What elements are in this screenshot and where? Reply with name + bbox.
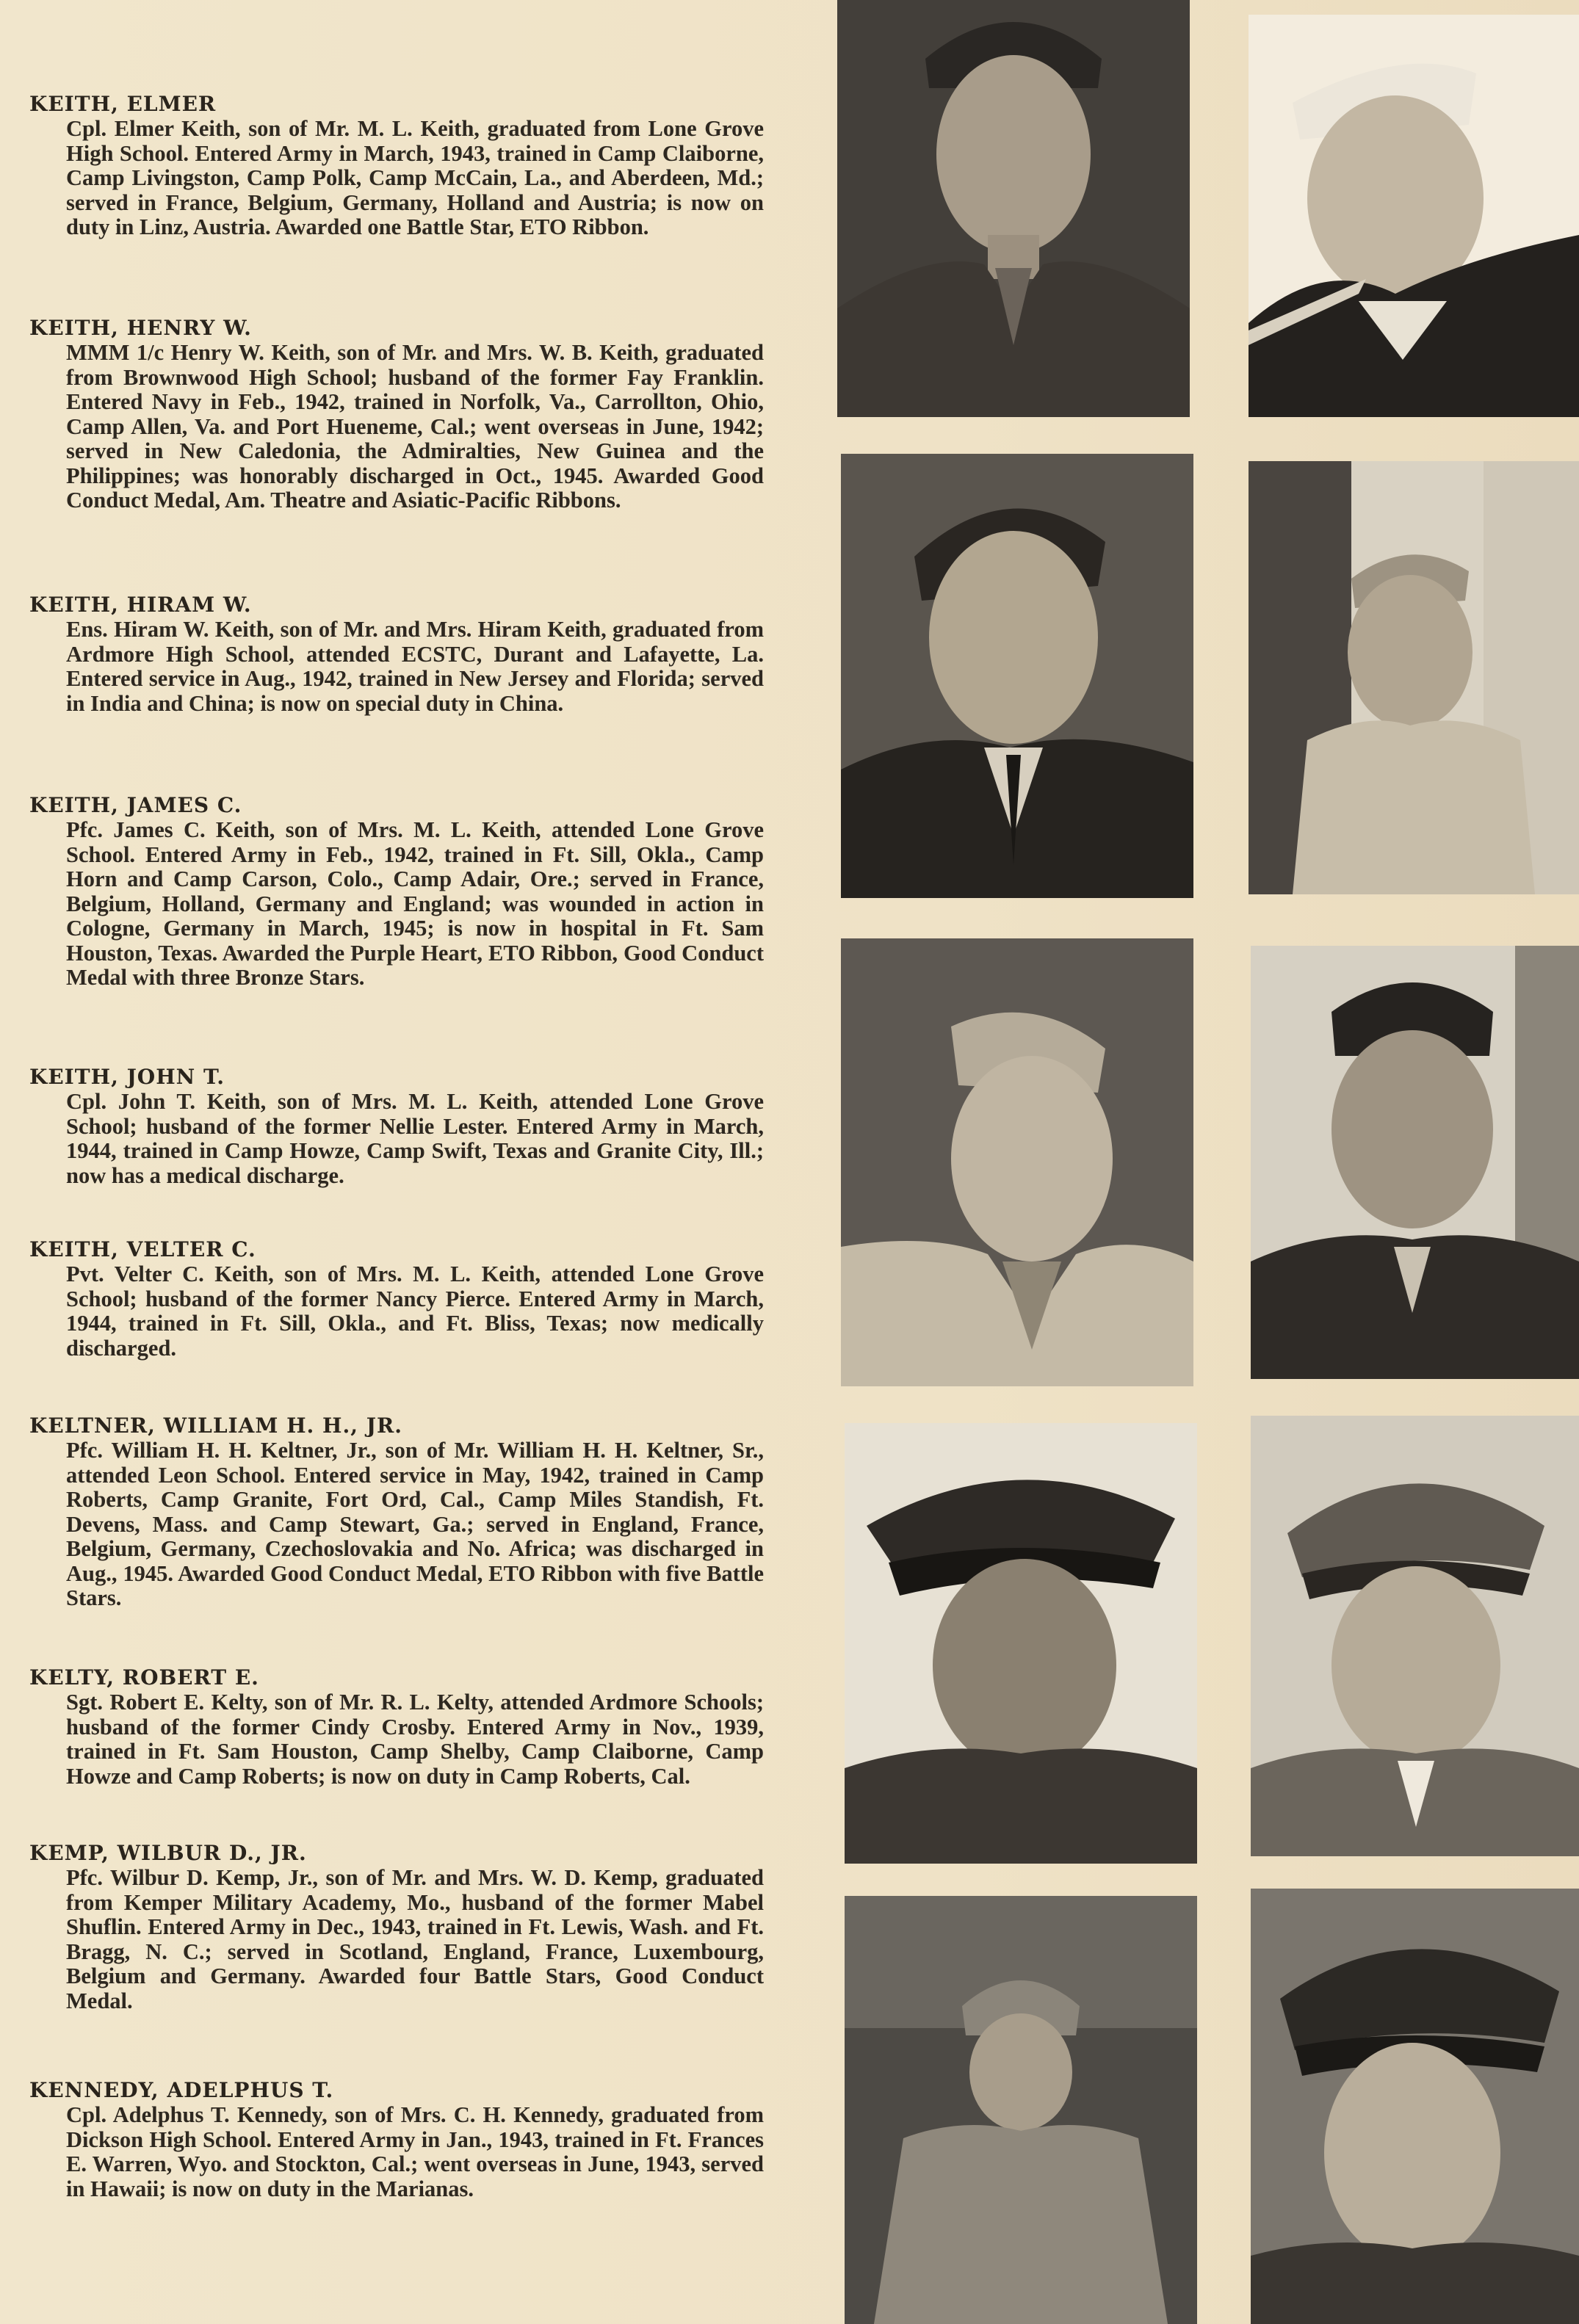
portrait-photo-6 bbox=[1251, 946, 1579, 1379]
entry-body: Pfc. William H. H. Keltner, Jr., son of Mr. William H. H. Keltner, Sr., attended Leon School. Entered service in May, 1942, trained in Camp Roberts, Camp Granite, Fort Ord, Cal., Camp Miles Standish, Ft. Devens, Mass. and Camp Stewart, Ga.; served in England, France, Belgium, Germany, Czechoslovakia and No. Africa; was discharged in Aug., 1945. Awarded Good Conduct Medal, ETO Ribbon with five Battle Stars. bbox=[66, 1438, 764, 1610]
entry-keith-james bbox=[29, 793, 764, 991]
entry-body: Pfc. James C. Keith, son of Mrs. M. L. Keith, attended Lone Grove School. Entered Army in Feb., 1942, trained in Ft. Sill, Okla., Camp Horn and Camp Carson, Colo., Camp Adair, Ore.; served in France, Belgium, Holland, Germany and England; was wounded in action in Cologne, Germany in March, 1945; is now in hospital in Ft. Sam Houston, Texas. Awarded the Purple Heart, ETO Ribbon, Good Conduct Medal with three Bronze Stars. bbox=[66, 817, 764, 990]
entry-name: KEITH, HENRY W. bbox=[29, 316, 252, 340]
entry-name: KEMP, WILBUR D., JR. bbox=[29, 1841, 307, 1865]
entry-name: KEITH, ELMER bbox=[29, 92, 217, 116]
entry-body: Ens. Hiram W. Keith, son of Mr. and Mrs. Hiram Keith, graduated from Ardmore High School, attended ECSTC, Durant and Lafayette, La. Entered service in Aug., 1942, trained in New Jersey and Florida; served in India and China; is now on special duty in China. bbox=[66, 617, 764, 716]
entry-kelty-robert bbox=[29, 1665, 764, 1789]
entry-name: KEITH, HIRAM W. bbox=[29, 593, 252, 617]
entry-body: Cpl. Elmer Keith, son of Mr. M. L. Keith, graduated from Lone Grove High School. Entered Army in March, 1943, trained in Camp Claiborne, Camp Livingston, Camp Polk, Camp McCain, La., and Aberdeen, Md.; served in France, Belgium, Germany, Holland and Austria; is now on duty in Linz, Austria. Awarded one Battle Star, ETO Ribbon. bbox=[66, 116, 764, 239]
entry-name: KELTNER, WILLIAM H. H., JR. bbox=[29, 1413, 403, 1438]
entry-name: KEITH, JAMES C. bbox=[29, 793, 242, 817]
entry-keith-elmer bbox=[29, 92, 764, 240]
entry-name: KEITH, VELTER C. bbox=[29, 1237, 256, 1261]
portrait-photo-9 bbox=[845, 1896, 1197, 2324]
entry-body: Pfc. Wilbur D. Kemp, Jr., son of Mr. and Mrs. W. D. Kemp, graduated from Kemper Military Academy, Mo., husband of the former Mabel Shuflin. Entered Army in Dec., 1943, trained in Ft. Lewis, Wash. and Ft. Bragg, N. C.; served in Scotland, England, France, Luxembourg, Belgium and Germany. Awarded four Battle Stars, Good Conduct Medal. bbox=[66, 1865, 764, 2013]
entry-keith-velter bbox=[29, 1237, 764, 1361]
entry-keith-john bbox=[29, 1065, 764, 1188]
entry-keith-henry bbox=[29, 316, 764, 513]
portrait-photo-5 bbox=[841, 938, 1193, 1386]
portrait-photo-7 bbox=[845, 1423, 1197, 1864]
portrait-grid bbox=[837, 0, 1579, 2324]
portrait-photo-8 bbox=[1251, 1416, 1579, 1856]
entry-name: KEITH, JOHN T. bbox=[29, 1065, 225, 1089]
entry-body: Cpl. John T. Keith, son of Mrs. M. L. Keith, attended Lone Grove School; husband of the former Nellie Lester. Entered Army in March, 1944, trained in Camp Howze, Camp Swift, Texas and Granite City, Ill.; now has a medical discharge. bbox=[66, 1089, 764, 1188]
entry-body: Pvt. Velter C. Keith, son of Mrs. M. L. Keith, attended Lone Grove School; husband of the former Nancy Pierce. Entered Army in March, 1944, trained in Ft. Sill, Okla., and Ft. Bliss, Texas; now medically discharged. bbox=[66, 1261, 764, 1361]
portrait-photo-1 bbox=[837, 0, 1190, 417]
entry-name: KENNEDY, ADELPHUS T. bbox=[29, 2078, 334, 2102]
entry-body: Sgt. Robert E. Kelty, son of Mr. R. L. Kelty, attended Ardmore Schools; husband of the former Cindy Crosby. Entered Army in Nov., 1939, trained in Ft. Sam Houston, Camp Shelby, Camp Claiborne, Camp Howze and Camp Roberts; is now on duty in Camp Roberts, Cal. bbox=[66, 1690, 764, 1789]
entry-kemp-wilbur bbox=[29, 1841, 764, 2013]
portrait-photo-2 bbox=[1249, 15, 1579, 417]
portrait-photo-4 bbox=[1249, 461, 1579, 894]
entry-keith-hiram bbox=[29, 593, 764, 716]
entry-name: KELTY, ROBERT E. bbox=[29, 1665, 259, 1690]
portrait-photo-10 bbox=[1251, 1889, 1579, 2324]
entry-body: Cpl. Adelphus T. Kennedy, son of Mrs. C. H. Kennedy, graduated from Dickson High School. Entered Army in Jan., 1943, trained in Ft. Frances E. Warren, Wyo. and Stockton, Cal.; went overseas in June, 1943, served in Hawaii; is now on duty in the Marianas. bbox=[66, 2102, 764, 2201]
entry-keltner-william bbox=[29, 1413, 764, 1611]
entry-kennedy-adelphus bbox=[29, 2078, 764, 2201]
entry-body: MMM 1/c Henry W. Keith, son of Mr. and Mrs. W. B. Keith, graduated from Brownwood High School; husband of the former Fay Franklin. Entered Navy in Feb., 1942, trained in Norfolk, Va., Carrollton, Ohio, Camp Allen, Va. and Port Hueneme, Cal.; went overseas in June, 1942; served in New Caledonia, the Admiralties, New Guinea and the Philippines; was honorably discharged in Oct., 1945. Awarded Good Conduct Medal, Am. Theatre and Asiatic-Pacific Ribbons. bbox=[66, 340, 764, 513]
portrait-photo-3 bbox=[841, 454, 1193, 898]
